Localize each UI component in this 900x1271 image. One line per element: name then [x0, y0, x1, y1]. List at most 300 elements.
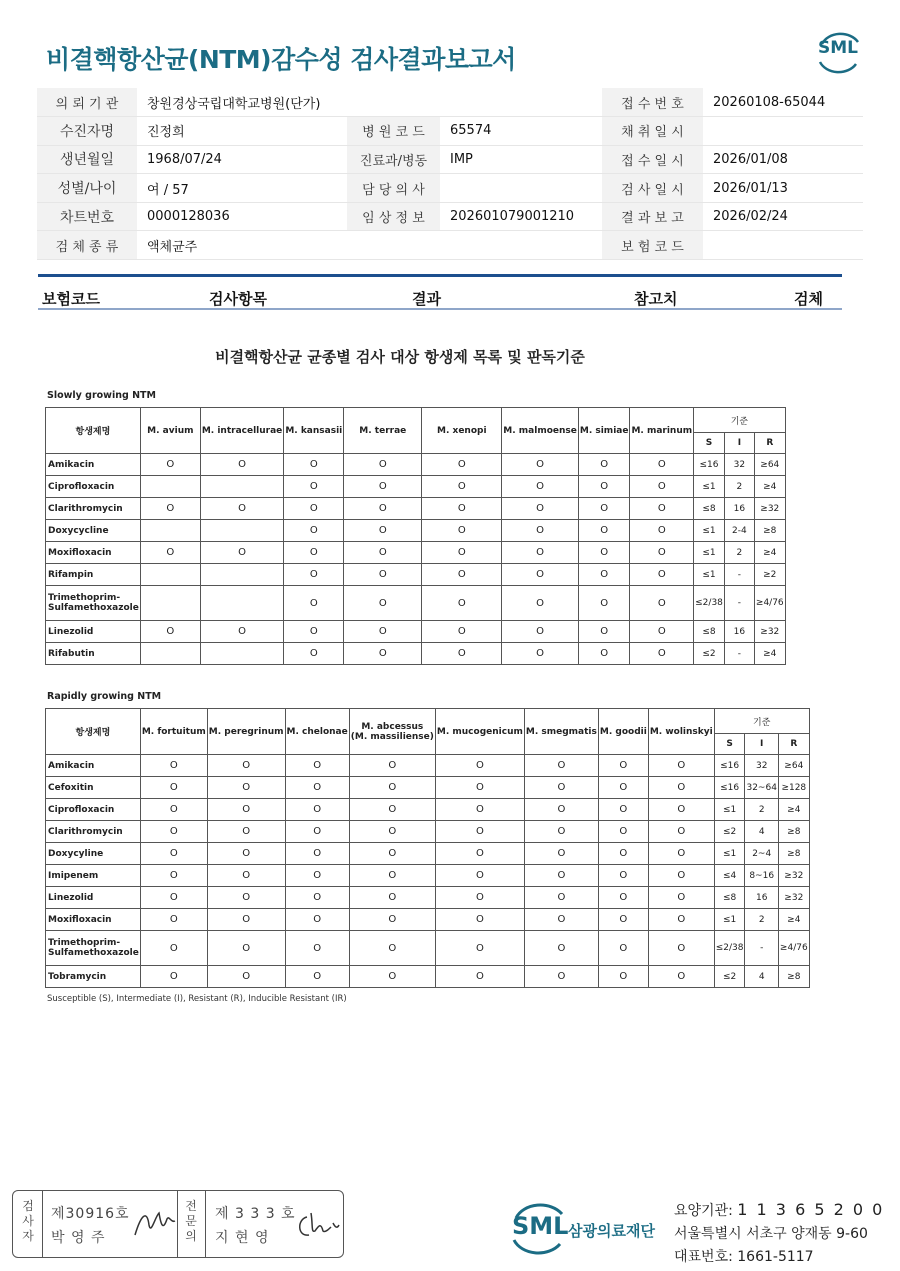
- header-rule: [38, 274, 842, 277]
- criteria-s: ≤16: [714, 755, 745, 777]
- criteria-s: ≤2: [714, 821, 745, 843]
- info-label: 의 뢰 기 관: [37, 88, 137, 117]
- drug-row: [46, 799, 810, 821]
- applicable-mark: O: [207, 966, 285, 988]
- applicable-mark: O: [200, 542, 283, 564]
- drug-name: Linezolid: [46, 621, 141, 643]
- applicable-mark: O: [578, 586, 630, 621]
- info-value: 202601079001210: [440, 202, 602, 231]
- applicable-mark: O: [435, 865, 524, 887]
- applicable-mark: O: [140, 542, 200, 564]
- criteria-i: 32~64: [745, 777, 778, 799]
- info-label: 수진자명: [37, 117, 137, 146]
- criteria-r: ≥4: [778, 799, 809, 821]
- applicable-mark: O: [422, 520, 502, 542]
- applicable-mark: O: [140, 909, 207, 931]
- applicable-mark: O: [578, 643, 630, 665]
- applicable-mark: O: [349, 966, 435, 988]
- applicable-mark: O: [422, 542, 502, 564]
- applicable-mark: O: [435, 931, 524, 966]
- drug-name: Amikacin: [46, 755, 141, 777]
- applicable-mark: O: [344, 621, 422, 643]
- drug-row: [46, 586, 786, 621]
- applicable-mark: O: [648, 799, 714, 821]
- criteria-r: ≥128: [778, 777, 809, 799]
- drug-row: [46, 966, 810, 988]
- applicable-mark: O: [648, 821, 714, 843]
- applicable-mark: O: [598, 865, 648, 887]
- info-label: 생년월일: [37, 145, 137, 174]
- organism-header: M. simiae: [578, 408, 630, 454]
- applicable-mark: O: [140, 454, 200, 476]
- drug-name: Clarithromycin: [46, 821, 141, 843]
- drug-row: [46, 621, 786, 643]
- criteria-s: ≤16: [714, 777, 745, 799]
- applicable-mark: O: [630, 454, 694, 476]
- applicable-mark: O: [285, 887, 349, 909]
- applicable-mark: O: [598, 799, 648, 821]
- criteria-s: ≤2: [694, 643, 725, 665]
- criteria-r: ≥4/76: [754, 586, 785, 621]
- criteria-r: ≥8: [754, 520, 785, 542]
- drug-header: 항생제명: [46, 408, 141, 454]
- criteria-s: ≤1: [694, 520, 725, 542]
- applicable-mark: O: [598, 777, 648, 799]
- criteria-s: ≤2/38: [714, 931, 745, 966]
- criteria-s: ≤8: [694, 621, 725, 643]
- organism-header: M. intracellurae: [200, 408, 283, 454]
- doctor-signature-icon: [293, 1205, 341, 1243]
- tester-signature-icon: [131, 1205, 177, 1243]
- footer-logo-text: SML: [512, 1212, 569, 1240]
- applicable-mark: O: [284, 454, 344, 476]
- drug-row: [46, 454, 786, 476]
- applicable-mark: O: [502, 643, 579, 665]
- info-value: 여 / 57: [137, 174, 347, 203]
- applicable-mark: [200, 520, 283, 542]
- criteria-r: ≥32: [778, 865, 809, 887]
- info-value: 2026/02/24: [703, 202, 863, 231]
- criteria-i: 2: [724, 542, 754, 564]
- info-row: [37, 88, 863, 117]
- applicable-mark: O: [630, 586, 694, 621]
- drug-row: [46, 542, 786, 564]
- info-label: 병 원 코 드: [347, 117, 440, 146]
- applicable-mark: [140, 564, 200, 586]
- applicable-mark: O: [502, 520, 579, 542]
- applicable-mark: O: [598, 966, 648, 988]
- criteria-header: 기준: [714, 709, 809, 734]
- criteria-r: ≥4/76: [778, 931, 809, 966]
- applicable-mark: O: [598, 887, 648, 909]
- section-subtitle: 비결핵항산균 균종별 검사 대상 항생제 목록 및 판독기준: [215, 348, 585, 366]
- applicable-mark: O: [435, 777, 524, 799]
- applicable-mark: O: [648, 931, 714, 966]
- applicable-mark: O: [648, 865, 714, 887]
- applicable-mark: O: [502, 476, 579, 498]
- criteria-r: ≥8: [778, 966, 809, 988]
- applicable-mark: O: [344, 520, 422, 542]
- applicable-mark: O: [524, 755, 598, 777]
- applicable-mark: [200, 476, 283, 498]
- applicable-mark: [140, 476, 200, 498]
- sir-header: I: [745, 734, 778, 755]
- applicable-mark: [200, 586, 283, 621]
- applicable-mark: O: [284, 476, 344, 498]
- applicable-mark: O: [630, 476, 694, 498]
- slow-section-label: Slowly growing NTM: [47, 390, 156, 401]
- logo-text: SML: [818, 38, 858, 58]
- doctor-name: 지 현 영: [215, 1230, 270, 1246]
- applicable-mark: O: [140, 887, 207, 909]
- applicable-mark: O: [578, 542, 630, 564]
- drug-row: [46, 476, 786, 498]
- applicable-mark: O: [140, 865, 207, 887]
- applicable-mark: O: [344, 586, 422, 621]
- applicable-mark: O: [648, 887, 714, 909]
- drug-row: [46, 887, 810, 909]
- drug-name: Trimethoprim- Sulfamethoxazole: [46, 586, 141, 621]
- info-label: 검 체 종 류: [37, 231, 137, 260]
- applicable-mark: [140, 586, 200, 621]
- criteria-r: ≥64: [754, 454, 785, 476]
- applicable-mark: O: [524, 821, 598, 843]
- applicable-mark: O: [524, 799, 598, 821]
- info-label: 보 험 코 드: [602, 231, 703, 260]
- applicable-mark: O: [578, 621, 630, 643]
- applicable-mark: O: [648, 843, 714, 865]
- applicable-mark: O: [435, 966, 524, 988]
- info-value: 2026/01/08: [703, 145, 863, 174]
- sir-header: R: [754, 433, 785, 454]
- drug-name: Ciprofloxacin: [46, 476, 141, 498]
- foundation-name: 삼광의료재단: [568, 1222, 655, 1240]
- applicable-mark: O: [349, 799, 435, 821]
- criteria-r: ≥64: [778, 755, 809, 777]
- applicable-mark: O: [140, 931, 207, 966]
- organism-header: M. mucogenicum: [435, 709, 524, 755]
- criteria-s: ≤1: [694, 564, 725, 586]
- applicable-mark: [140, 643, 200, 665]
- phone-label: 대표번호:: [674, 1249, 738, 1265]
- applicable-mark: O: [435, 821, 524, 843]
- organism-header: M. kansasii: [284, 408, 344, 454]
- organism-header: M. chelonae: [285, 709, 349, 755]
- result-header: [38, 280, 842, 310]
- organism-header: M. xenopi: [422, 408, 502, 454]
- sir-header: R: [778, 734, 809, 755]
- applicable-mark: O: [207, 909, 285, 931]
- address: 서울특별시 서초구 양재동 9-60: [674, 1226, 868, 1242]
- info-label: 임 상 정 보: [347, 202, 440, 231]
- drug-name: Doxycycline: [46, 520, 141, 542]
- criteria-i: 2-4: [724, 520, 754, 542]
- applicable-mark: [200, 643, 283, 665]
- criteria-r: ≥4: [778, 909, 809, 931]
- criteria-r: ≥4: [754, 542, 785, 564]
- applicable-mark: O: [140, 821, 207, 843]
- info-value: 창원경상국립대학교병원(단가): [137, 88, 347, 117]
- legend-text: Susceptible (S), Intermediate (I), Resistant (R), Inducible Resistant (IR): [47, 994, 347, 1004]
- header-test-item: 검사항목: [209, 290, 267, 308]
- criteria-s: ≤1: [714, 909, 745, 931]
- rapid-ntm-table: [45, 708, 810, 988]
- drug-name: Trimethoprim- Sulfamethoxazole: [46, 931, 141, 966]
- sir-header: S: [694, 433, 725, 454]
- applicable-mark: O: [284, 586, 344, 621]
- criteria-i: -: [724, 643, 754, 665]
- applicable-mark: O: [285, 909, 349, 931]
- applicable-mark: O: [349, 843, 435, 865]
- organism-header: M. abcessus (M. massiliense): [349, 709, 435, 755]
- applicable-mark: O: [140, 498, 200, 520]
- applicable-mark: O: [284, 520, 344, 542]
- applicable-mark: O: [284, 564, 344, 586]
- criteria-r: ≥32: [754, 621, 785, 643]
- applicable-mark: O: [578, 476, 630, 498]
- applicable-mark: O: [422, 586, 502, 621]
- organism-header: M. peregrinum: [207, 709, 285, 755]
- applicable-mark: O: [578, 498, 630, 520]
- applicable-mark: O: [630, 520, 694, 542]
- organism-header: M. malmoense: [502, 408, 579, 454]
- applicable-mark: O: [435, 799, 524, 821]
- info-label: 차트번호: [37, 202, 137, 231]
- criteria-i: 16: [745, 887, 778, 909]
- applicable-mark: O: [349, 865, 435, 887]
- criteria-i: -: [745, 931, 778, 966]
- criteria-r: ≥4: [754, 643, 785, 665]
- applicable-mark: O: [284, 643, 344, 665]
- info-value: [440, 88, 602, 117]
- drug-name: Linezolid: [46, 887, 141, 909]
- drug-name: Moxifloxacin: [46, 909, 141, 931]
- applicable-mark: O: [598, 909, 648, 931]
- info-label: 진료과/병동: [347, 145, 440, 174]
- tester-name: 박 영 주: [51, 1230, 106, 1246]
- applicable-mark: O: [349, 755, 435, 777]
- tester-license: 제30916호: [51, 1206, 130, 1222]
- applicable-mark: O: [435, 909, 524, 931]
- applicable-mark: O: [630, 498, 694, 520]
- applicable-mark: O: [140, 966, 207, 988]
- info-value: 0000128036: [137, 202, 347, 231]
- applicable-mark: O: [502, 542, 579, 564]
- patient-info-table: [37, 88, 863, 260]
- applicable-mark: O: [285, 755, 349, 777]
- applicable-mark: O: [435, 843, 524, 865]
- organism-header: M. terrae: [344, 408, 422, 454]
- applicable-mark: O: [502, 621, 579, 643]
- applicable-mark: O: [598, 821, 648, 843]
- criteria-i: 16: [724, 498, 754, 520]
- applicable-mark: O: [630, 621, 694, 643]
- applicable-mark: O: [422, 643, 502, 665]
- info-label: 접 수 일 시: [602, 145, 703, 174]
- criteria-i: 2: [745, 909, 778, 931]
- criteria-s: ≤16: [694, 454, 725, 476]
- criteria-s: ≤2: [714, 966, 745, 988]
- signature-stamp: [12, 1190, 344, 1258]
- applicable-mark: O: [284, 498, 344, 520]
- info-row: [37, 174, 863, 203]
- applicable-mark: O: [349, 777, 435, 799]
- criteria-i: 2: [745, 799, 778, 821]
- info-value: [440, 231, 602, 260]
- organism-header: M. marinum: [630, 408, 694, 454]
- applicable-mark: O: [140, 621, 200, 643]
- info-value: IMP: [440, 145, 602, 174]
- organism-header: M. fortuitum: [140, 709, 207, 755]
- organism-header: M. wolinskyi: [648, 709, 714, 755]
- criteria-i: 32: [745, 755, 778, 777]
- applicable-mark: O: [285, 777, 349, 799]
- header-reference: 참고치: [634, 290, 678, 308]
- applicable-mark: O: [140, 799, 207, 821]
- criteria-s: ≤8: [714, 887, 745, 909]
- care-number: 1 1 3 6 5 2 0 0: [737, 1200, 885, 1219]
- applicable-mark: O: [285, 843, 349, 865]
- applicable-mark: O: [502, 498, 579, 520]
- info-row: [37, 202, 863, 231]
- criteria-s: ≤4: [714, 865, 745, 887]
- organism-header: M. smegmatis: [524, 709, 598, 755]
- footer-logo: [510, 1200, 670, 1256]
- applicable-mark: O: [648, 966, 714, 988]
- applicable-mark: O: [349, 909, 435, 931]
- applicable-mark: O: [140, 755, 207, 777]
- criteria-i: 2: [724, 476, 754, 498]
- applicable-mark: [200, 564, 283, 586]
- criteria-s: ≤1: [714, 799, 745, 821]
- applicable-mark: O: [598, 755, 648, 777]
- drug-row: [46, 520, 786, 542]
- info-label: 검 사 일 시: [602, 174, 703, 203]
- drug-name: Ciprofloxacin: [46, 799, 141, 821]
- applicable-mark: O: [349, 931, 435, 966]
- care-label: 요양기관:: [674, 1203, 738, 1219]
- applicable-mark: O: [422, 476, 502, 498]
- applicable-mark: O: [578, 520, 630, 542]
- criteria-r: ≥4: [754, 476, 785, 498]
- applicable-mark: O: [207, 755, 285, 777]
- applicable-mark: O: [285, 821, 349, 843]
- organism-header: M. goodii: [598, 709, 648, 755]
- info-label: 담 당 의 사: [347, 174, 440, 203]
- applicable-mark: O: [344, 498, 422, 520]
- applicable-mark: O: [435, 755, 524, 777]
- applicable-mark: O: [524, 777, 598, 799]
- drug-name: Amikacin: [46, 454, 141, 476]
- applicable-mark: O: [422, 621, 502, 643]
- criteria-i: 2~4: [745, 843, 778, 865]
- header-result: 결과: [412, 290, 441, 308]
- info-row: [37, 145, 863, 174]
- applicable-mark: O: [207, 931, 285, 966]
- applicable-mark: O: [284, 542, 344, 564]
- applicable-mark: O: [630, 542, 694, 564]
- applicable-mark: O: [200, 621, 283, 643]
- tester-label: 검 사 자: [22, 1199, 34, 1243]
- applicable-mark: O: [284, 621, 344, 643]
- sir-header: S: [714, 734, 745, 755]
- applicable-mark: O: [502, 454, 579, 476]
- info-value: 액체균주: [137, 231, 347, 260]
- drug-row: [46, 843, 810, 865]
- applicable-mark: O: [648, 777, 714, 799]
- drug-row: [46, 755, 810, 777]
- drug-name: Moxifloxacin: [46, 542, 141, 564]
- applicable-mark: O: [524, 909, 598, 931]
- info-label: [347, 231, 440, 260]
- criteria-r: ≥32: [778, 887, 809, 909]
- info-value: 진정희: [137, 117, 347, 146]
- info-label: 채 취 일 시: [602, 117, 703, 146]
- applicable-mark: O: [285, 799, 349, 821]
- criteria-s: ≤8: [694, 498, 725, 520]
- applicable-mark: O: [140, 843, 207, 865]
- phone-number: 1661-5117: [737, 1249, 814, 1265]
- applicable-mark: O: [207, 887, 285, 909]
- applicable-mark: O: [435, 887, 524, 909]
- criteria-i: -: [724, 564, 754, 586]
- applicable-mark: O: [630, 643, 694, 665]
- applicable-mark: O: [349, 887, 435, 909]
- applicable-mark: O: [524, 843, 598, 865]
- criteria-i: 32: [724, 454, 754, 476]
- drug-name: Rifabutin: [46, 643, 141, 665]
- applicable-mark: O: [140, 777, 207, 799]
- info-value: 20260108-65044: [703, 88, 863, 117]
- info-value: [440, 174, 602, 203]
- applicable-mark: O: [285, 966, 349, 988]
- criteria-header: 기준: [694, 408, 786, 433]
- criteria-i: 8~16: [745, 865, 778, 887]
- sml-logo: [814, 30, 864, 76]
- criteria-r: ≥8: [778, 821, 809, 843]
- drug-name: Cefoxitin: [46, 777, 141, 799]
- applicable-mark: O: [344, 643, 422, 665]
- applicable-mark: O: [207, 799, 285, 821]
- drug-row: [46, 909, 810, 931]
- applicable-mark: O: [344, 542, 422, 564]
- criteria-r: ≥32: [754, 498, 785, 520]
- organism-header: M. avium: [140, 408, 200, 454]
- applicable-mark: O: [502, 586, 579, 621]
- info-label: 성별/나이: [37, 174, 137, 203]
- applicable-mark: O: [598, 843, 648, 865]
- drug-row: [46, 564, 786, 586]
- drug-row: [46, 498, 786, 520]
- info-value: 2026/01/13: [703, 174, 863, 203]
- slow-ntm-table: [45, 407, 786, 665]
- drug-name: Imipenem: [46, 865, 141, 887]
- drug-row: [46, 931, 810, 966]
- header-specimen: 검체: [794, 290, 823, 308]
- drug-name: Rifampin: [46, 564, 141, 586]
- applicable-mark: O: [344, 454, 422, 476]
- applicable-mark: O: [200, 454, 283, 476]
- drug-header: 항생제명: [46, 709, 141, 755]
- criteria-s: ≤1: [694, 476, 725, 498]
- drug-row: [46, 821, 810, 843]
- applicable-mark: O: [200, 498, 283, 520]
- applicable-mark: O: [285, 865, 349, 887]
- info-value: [703, 117, 863, 146]
- report-title: 비결핵항산균(NTM)감수성 검사결과보고서: [46, 45, 516, 74]
- applicable-mark: O: [578, 564, 630, 586]
- applicable-mark: O: [598, 931, 648, 966]
